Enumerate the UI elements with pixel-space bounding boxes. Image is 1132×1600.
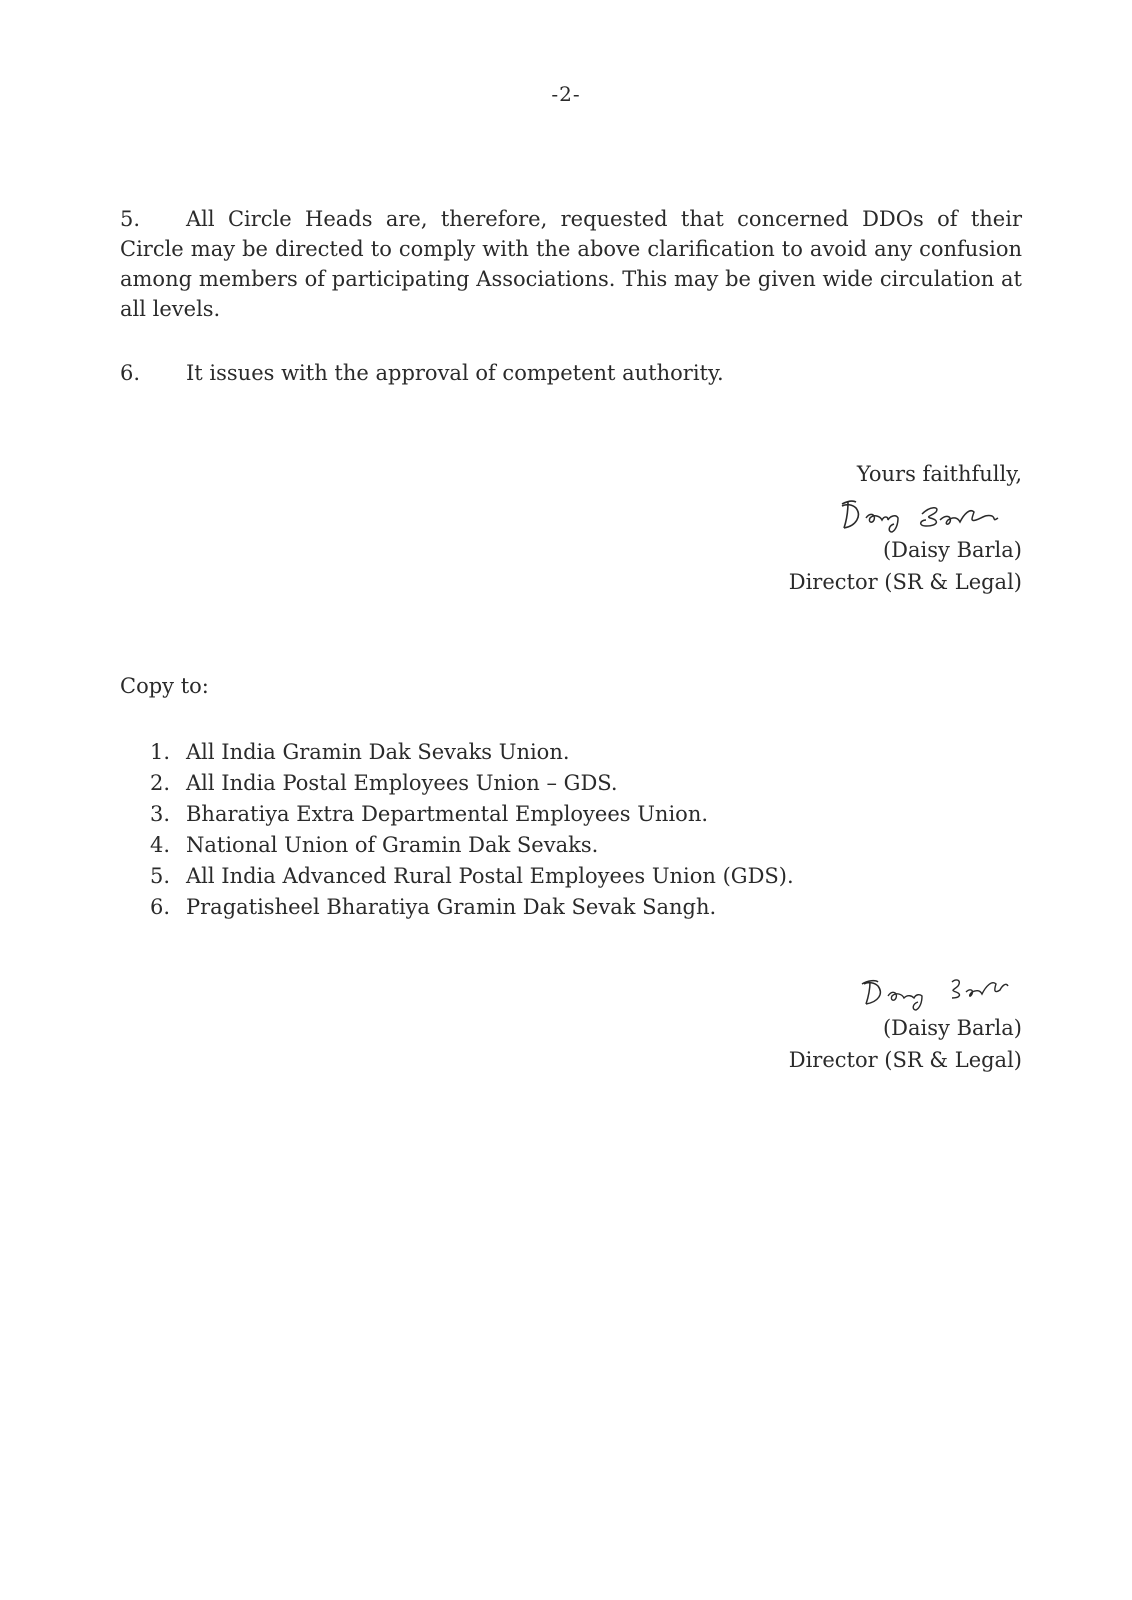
signatory-designation: Director (SR & Legal) [788, 570, 1022, 594]
signatory-name: (Daisy Barla) [882, 1016, 1022, 1040]
signatory-name: (Daisy Barla) [882, 538, 1022, 562]
list-item [150, 892, 794, 923]
list-item [150, 830, 794, 861]
list-item-text: All India Postal Employees Union – GDS. [186, 771, 618, 795]
list-item-number: 6. [150, 895, 171, 919]
paragraph-5 [120, 204, 1022, 324]
list-item-text: Bharatiya Extra Departmental Employees Union. [186, 802, 709, 826]
paragraph-text: It issues with the approval of competent authority. [186, 361, 724, 385]
list-item-number: 5. [150, 864, 171, 888]
list-item-text: National Union of Gramin Dak Sevaks. [186, 833, 599, 857]
copy-to-list [150, 737, 794, 923]
paragraph-6 [120, 358, 1022, 388]
list-item-text: Pragatisheel Bharatiya Gramin Dak Sevak Sangh. [186, 895, 717, 919]
closing-signature-block [789, 458, 1022, 598]
handwritten-signature [789, 968, 1022, 1012]
list-item [150, 737, 794, 768]
closing-salutation: Yours faithfully, [856, 462, 1022, 486]
list-item-number: 1. [150, 740, 171, 764]
list-item-number: 3. [150, 802, 171, 826]
list-item [150, 861, 794, 892]
signatory-designation: Director (SR & Legal) [788, 1048, 1022, 1072]
list-item-text: All India Gramin Dak Sevaks Union. [186, 740, 570, 764]
list-item-number: 2. [150, 771, 171, 795]
page-number: -2- [551, 82, 581, 106]
copy-to-heading: Copy to: [120, 674, 209, 698]
list-item [150, 799, 794, 830]
list-item-text: All India Advanced Rural Postal Employees Union (GDS). [186, 864, 794, 888]
handwritten-signature [789, 490, 1022, 534]
paragraph-number: 6. [120, 361, 141, 385]
paragraph-text: All Circle Heads are, therefore, requested that concerned DDOs of their Circle may be directed to comply with the above clarification to avoid any confusion among members of participating Associations. This may be given wide circulation at all levels. [120, 207, 1022, 321]
list-item [150, 768, 794, 799]
paragraph-number: 5. [120, 207, 141, 231]
second-signature-block [789, 968, 1022, 1076]
list-item-number: 4. [150, 833, 171, 857]
